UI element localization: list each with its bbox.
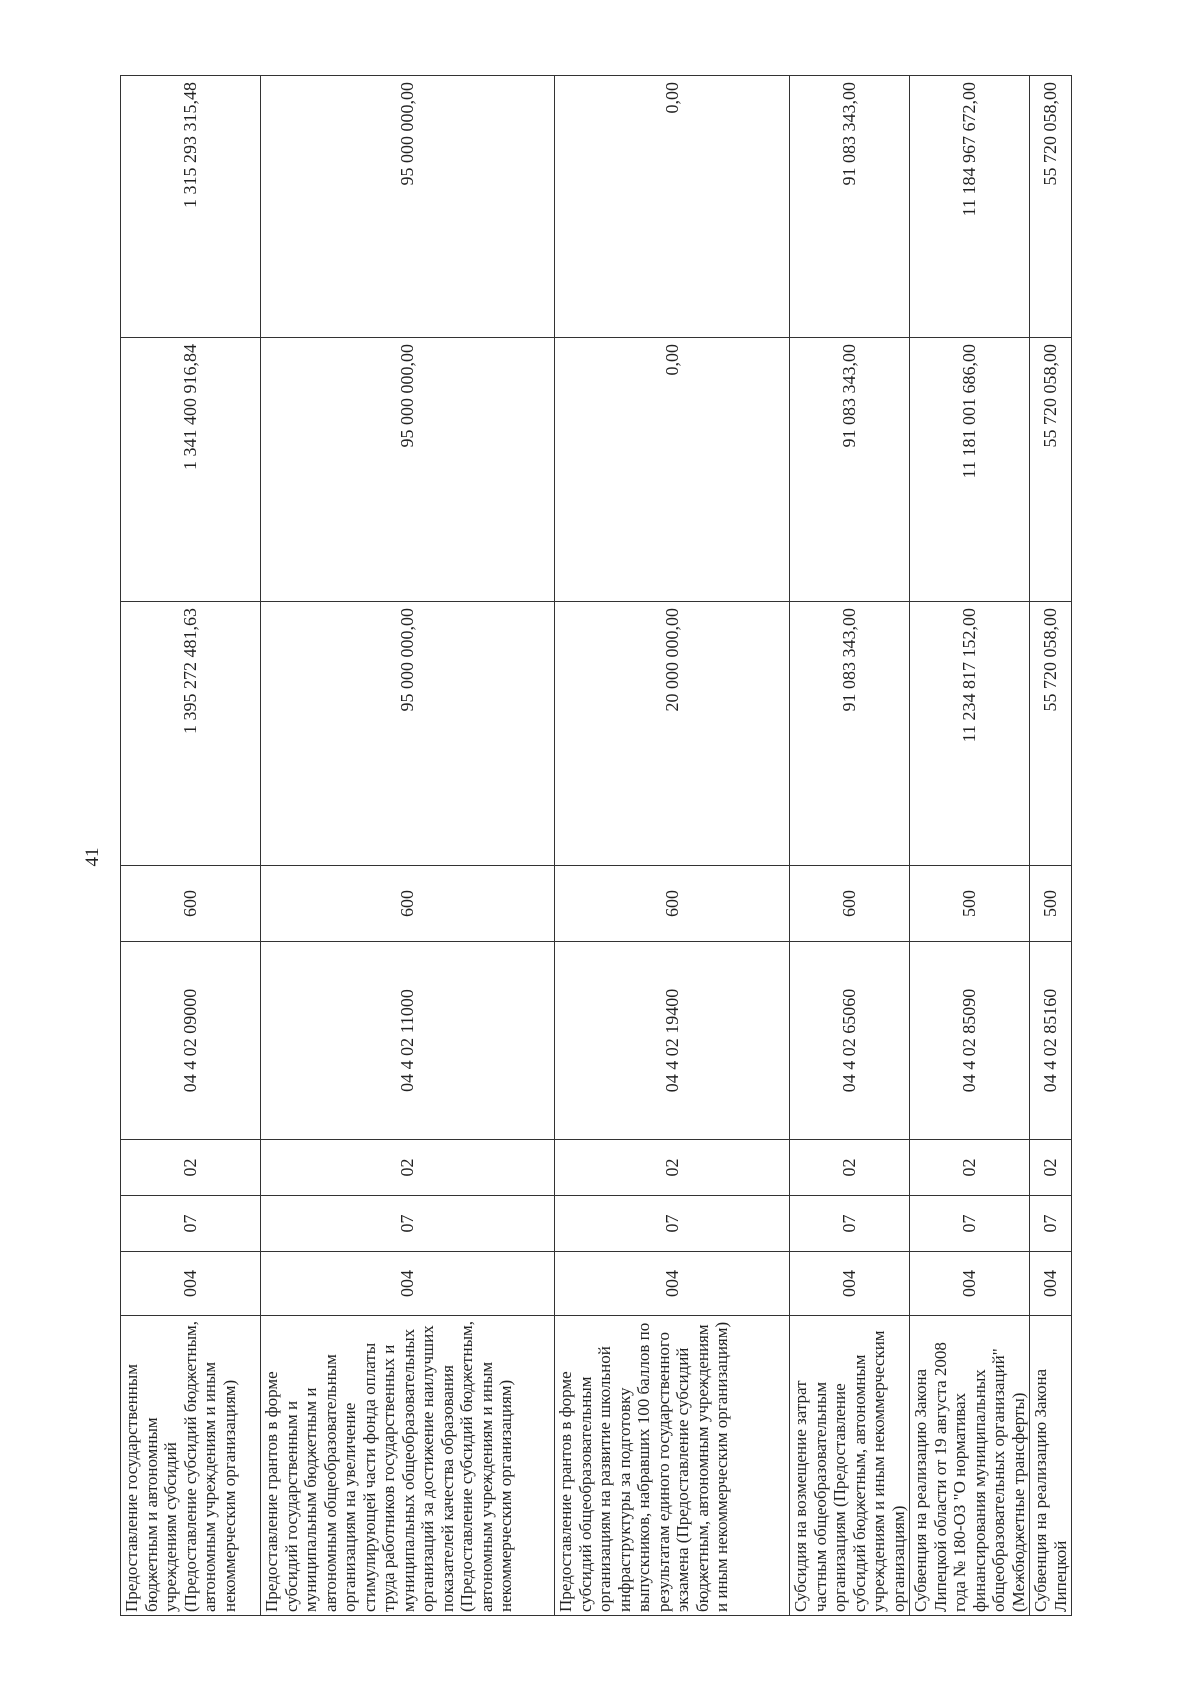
admin-code: 004 xyxy=(261,1252,555,1316)
section-code: 07 xyxy=(910,1196,1030,1252)
budget-table xyxy=(120,75,1072,1616)
amount-year-1: 95 000 000,00 xyxy=(261,602,555,866)
section-code: 07 xyxy=(261,1196,555,1252)
admin-code: 004 xyxy=(121,1252,261,1316)
subsection-code: 02 xyxy=(121,1140,261,1196)
amount-year-2: 91 083 343,00 xyxy=(790,338,910,602)
expense-type-code: 600 xyxy=(555,866,790,942)
expense-type-code: 500 xyxy=(1030,866,1072,942)
table-row xyxy=(910,76,1030,1616)
admin-code: 004 xyxy=(790,1252,910,1316)
subsection-code: 02 xyxy=(910,1140,1030,1196)
subsection-code: 02 xyxy=(1030,1140,1072,1196)
row-description: Субвенция на реализацию Закона Липецкой области от 19 августа 2008 года № 180-ОЗ "О нормативах финансирования муниципальных общеобразовательных организаций" (Межбюджетные трансферты) xyxy=(910,1316,1030,1616)
expense-type-code: 600 xyxy=(790,866,910,942)
section-code: 07 xyxy=(121,1196,261,1252)
amount-year-1: 1 395 272 481,63 xyxy=(121,602,261,866)
row-description: Субсидия на возмещение затрат частным общеобразовательным организациям (Предоставление субсидий бюджетным, автономным учреждениям и иным некоммерческим организациям) xyxy=(790,1316,910,1616)
amount-year-2: 1 341 400 916,84 xyxy=(121,338,261,602)
target-article-code: 04 4 02 65060 xyxy=(790,942,910,1140)
amount-year-2: 95 000 000,00 xyxy=(261,338,555,602)
row-description: Предоставление грантов в форме субсидий общеобразовательным организациям на развитие школьной инфраструктуры за подготовку выпускников, набравших 100 баллов по результатам единого государственного экзамена (Предоставление субсидий бюджетным, автономным учреждениям и иным некоммерческим организациям) xyxy=(555,1316,790,1616)
amount-year-3: 55 720 058,00 xyxy=(1030,76,1072,338)
amount-year-3: 0,00 xyxy=(555,76,790,338)
amount-year-3: 91 083 343,00 xyxy=(790,76,910,338)
target-article-code: 04 4 02 85090 xyxy=(910,942,1030,1140)
target-article-code: 04 4 02 09000 xyxy=(121,942,261,1140)
table-row xyxy=(790,76,910,1616)
amount-year-1: 20 000 000,00 xyxy=(555,602,790,866)
amount-year-2: 55 720 058,00 xyxy=(1030,338,1072,602)
amount-year-1: 55 720 058,00 xyxy=(1030,602,1072,866)
target-article-code: 04 4 02 85160 xyxy=(1030,942,1072,1140)
expense-type-code: 600 xyxy=(261,866,555,942)
page-number: 41 xyxy=(82,847,103,867)
admin-code: 004 xyxy=(555,1252,790,1316)
amount-year-1: 91 083 343,00 xyxy=(790,602,910,866)
rotated-table-container xyxy=(120,76,1100,1616)
expense-type-code: 500 xyxy=(910,866,1030,942)
amount-year-3: 95 000 000,00 xyxy=(261,76,555,338)
expense-type-code: 600 xyxy=(121,866,261,942)
admin-code: 004 xyxy=(910,1252,1030,1316)
subsection-code: 02 xyxy=(790,1140,910,1196)
row-description: Субвенция на реализацию Закона Липецкой xyxy=(1030,1316,1072,1616)
section-code: 07 xyxy=(1030,1196,1072,1252)
subsection-code: 02 xyxy=(555,1140,790,1196)
table-row xyxy=(261,76,555,1616)
section-code: 07 xyxy=(790,1196,910,1252)
row-description: Предоставление грантов в форме субсидий государственным и муниципальным бюджетным и автономным общеобразовательным организациям на увеличение стимулирующей части фонда оплаты труда работников государственных и муниципальных общеобразовательных организаций за достижение наилучших показателей качества образования (Предоставление субсидий бюджетным, автономным учреждениям и иным некоммерческим организациям) xyxy=(261,1316,555,1616)
table-row xyxy=(555,76,790,1616)
amount-year-3: 11 184 967 672,00 xyxy=(910,76,1030,338)
section-code: 07 xyxy=(555,1196,790,1252)
table-row xyxy=(1030,76,1072,1616)
target-article-code: 04 4 02 19400 xyxy=(555,942,790,1140)
table-row xyxy=(121,76,261,1616)
admin-code: 004 xyxy=(1030,1252,1072,1316)
amount-year-1: 11 234 817 152,00 xyxy=(910,602,1030,866)
amount-year-2: 11 181 001 686,00 xyxy=(910,338,1030,602)
row-description: Предоставление государственным бюджетным и автономным учреждениям субсидий (Предоставление субсидий бюджетным, автономным учреждениям и иным некоммерческим организациям) xyxy=(121,1316,261,1616)
amount-year-2: 0,00 xyxy=(555,338,790,602)
amount-year-3: 1 315 293 315,48 xyxy=(121,76,261,338)
subsection-code: 02 xyxy=(261,1140,555,1196)
target-article-code: 04 4 02 11000 xyxy=(261,942,555,1140)
